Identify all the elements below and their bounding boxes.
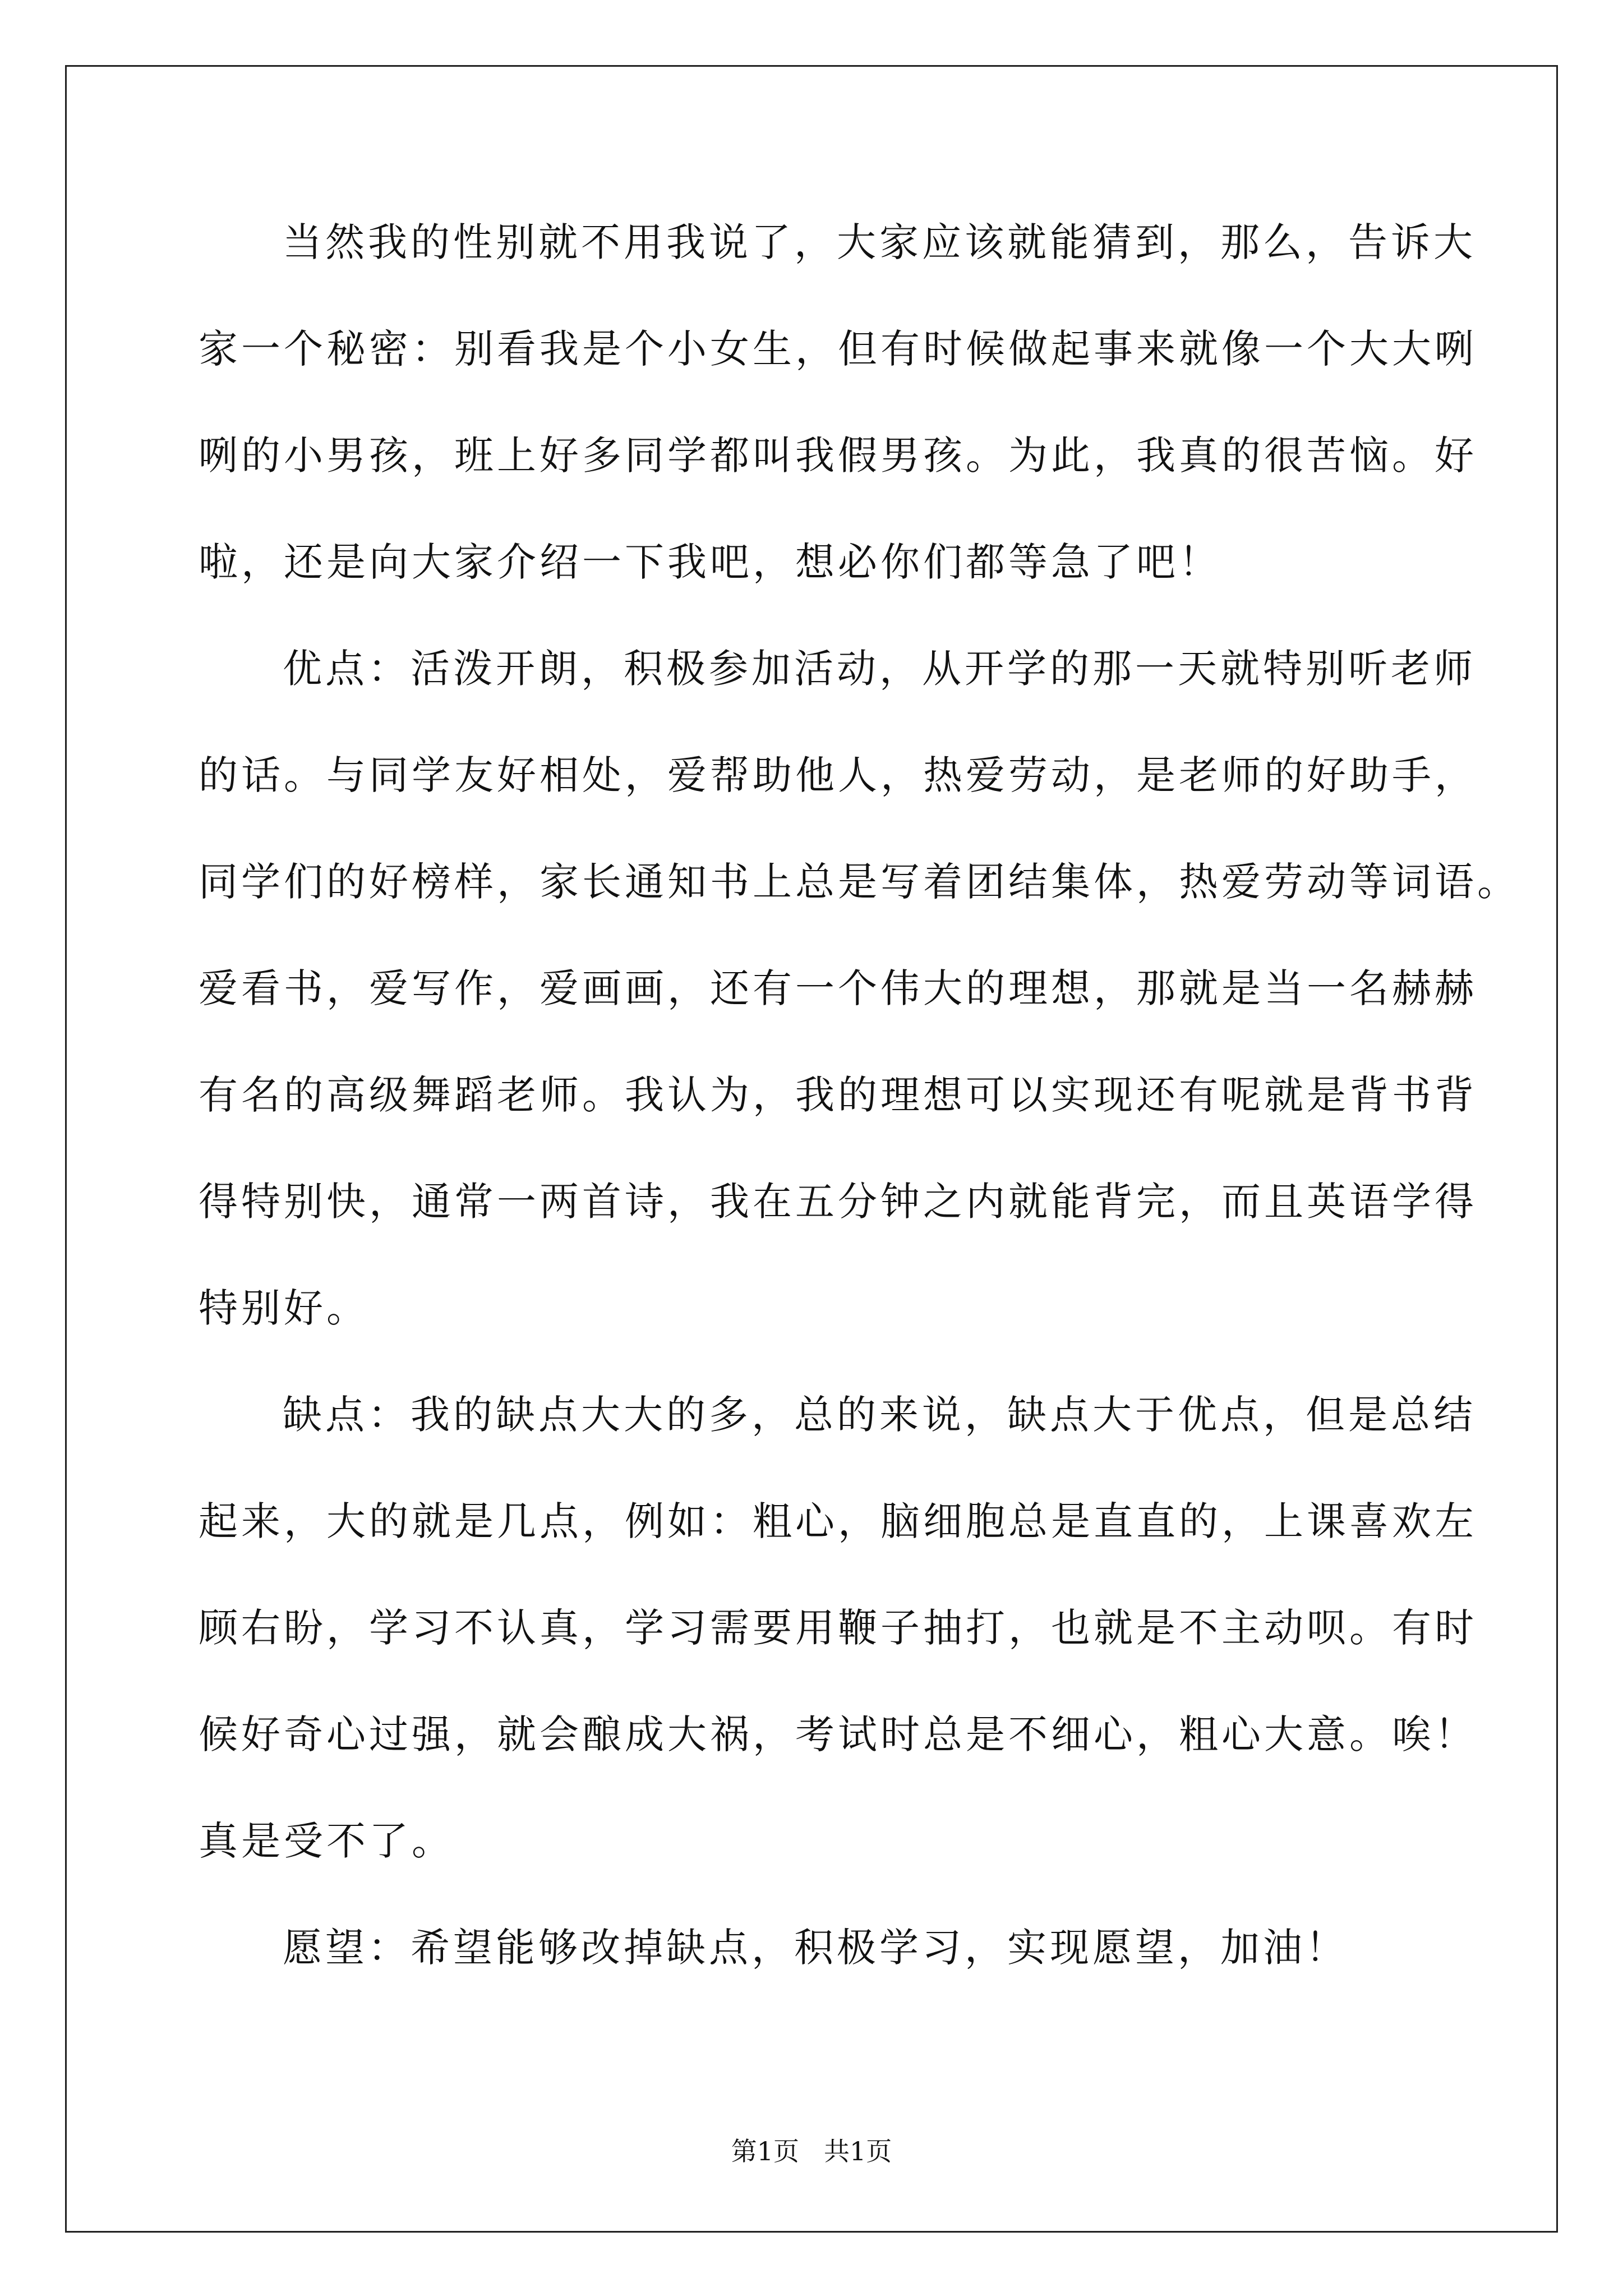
paragraph-line: 同学们的好榜样，家长通知书上总是写着团结集体，热爱劳动等词语。	[199, 859, 1520, 905]
paragraph-line: 得特别快，通常一两首诗，我在五分钟之内就能背完，而且英语学得	[199, 1179, 1477, 1225]
document-body	[199, 219, 1520, 2032]
paragraph-line: 家一个秘密：别看我是个小女生，但有时候做起事来就像一个大大咧	[199, 326, 1477, 372]
paragraph-line: 愿望：希望能够改掉缺点，积极学习，实现愿望，加油！	[283, 1925, 1348, 1971]
page-number-current: 第1页	[731, 2136, 799, 2166]
paragraph-line: 顾右盼，学习不认真，学习需要用鞭子抽打，也就是不主动呗。有时	[199, 1605, 1477, 1651]
paragraph-line: 特别好。	[199, 1285, 369, 1331]
paragraph-line: 起来，大的就是几点，例如：粗心，脑细胞总是直直的，上课喜欢左	[199, 1498, 1477, 1544]
paragraph-line: 有名的高级舞蹈老师。我认为，我的理想可以实现还有呢就是背书背	[199, 1072, 1477, 1118]
paragraph-line: 爱看书，爱写作，爱画画，还有一个伟大的理想，那就是当一名赫赫	[199, 965, 1477, 1011]
paragraph-line: 的话。与同学友好相处，爱帮助他人，热爱劳动，是老师的好助手，	[199, 752, 1477, 798]
paragraph-line: 优点：活泼开朗，积极参加活动，从开学的那一天就特别听老师	[283, 646, 1476, 692]
paragraph-line: 当然我的性别就不用我说了，大家应该就能猜到，那么，告诉大	[283, 219, 1476, 265]
paragraph-line: 啦，还是向大家介绍一下我吧，想必你们都等急了吧！	[199, 539, 1221, 585]
page-footer	[0, 2137, 1623, 2165]
paragraph-line: 缺点：我的缺点大大的多，总的来说，缺点大于优点，但是总结	[283, 1392, 1476, 1438]
paragraph-line: 候好奇心过强，就会酿成大祸，考试时总是不细心，粗心大意。唉！	[199, 1711, 1477, 1757]
paragraph-line: 真是受不了。	[199, 1818, 454, 1864]
page-number-total: 共1页	[824, 2136, 892, 2166]
paragraph-line: 咧的小男孩，班上好多同学都叫我假男孩。为此，我真的很苦恼。好	[199, 432, 1477, 478]
